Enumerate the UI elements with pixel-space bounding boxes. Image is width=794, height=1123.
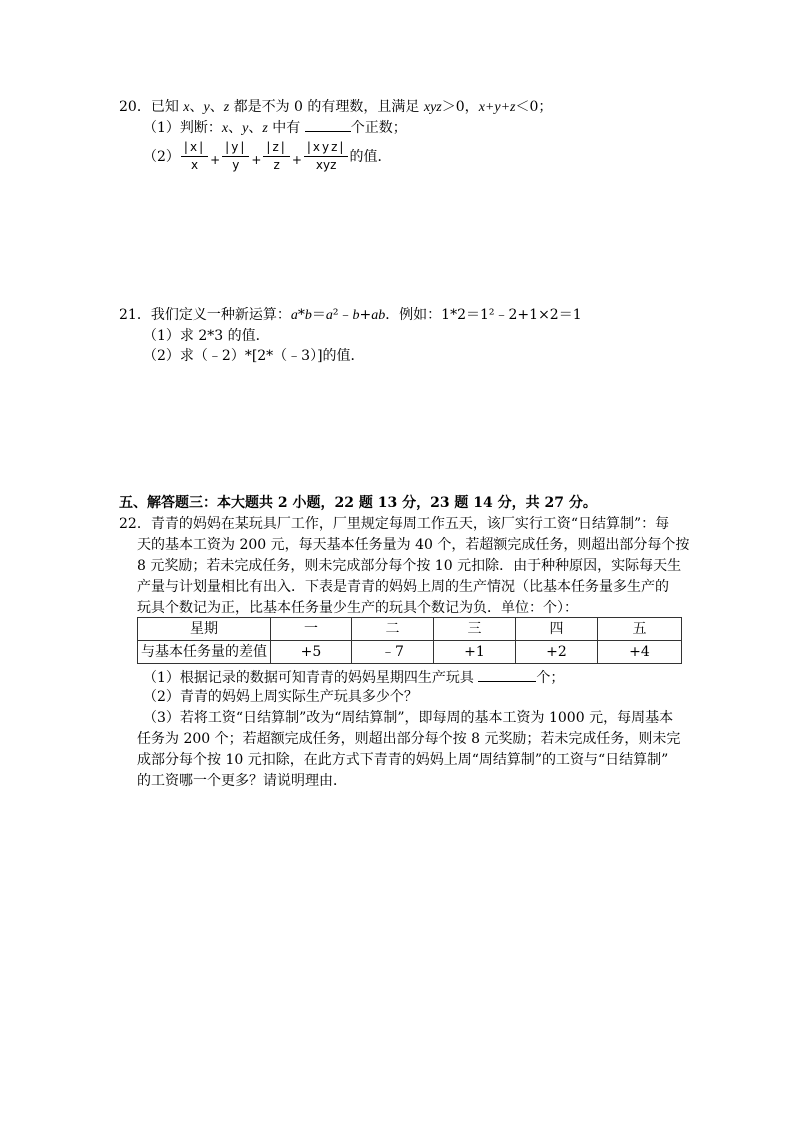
q20-stem-text: 20．已知 bbox=[119, 99, 184, 115]
q22-part3-line bbox=[137, 771, 347, 791]
q22-stem-line bbox=[137, 535, 689, 555]
table-header-cell: 四 bbox=[516, 618, 598, 641]
expression-x-plus-y-plus-z: x+y+z bbox=[478, 100, 516, 115]
table-header-cell: 一 bbox=[271, 618, 352, 641]
q22-part3-line bbox=[137, 729, 680, 749]
fraction-denominator: z bbox=[263, 156, 289, 174]
q22-stem-line bbox=[137, 577, 669, 597]
q20-part2-label: （2） bbox=[143, 148, 180, 165]
q22-part3-text: 成部分每个按 10 元扣除，在此方式下青青的妈妈上周“周结算制”的工资与“日结算制” bbox=[137, 752, 669, 768]
q22-part3-line bbox=[137, 750, 668, 770]
q22-part1-text: 个； bbox=[536, 670, 565, 686]
variable-z: z bbox=[262, 121, 268, 136]
fraction-abs-xyz-over-xyz bbox=[304, 139, 349, 174]
variable-b: b bbox=[304, 308, 312, 323]
fraction-numerator: |x| bbox=[183, 140, 206, 154]
table-header-cell: 三 bbox=[434, 618, 516, 641]
q21-part2 bbox=[143, 346, 365, 366]
q22-stem-text: 玩具个数记为正，比基本任务量少生产的玩具个数记为负．单位：个）： bbox=[137, 600, 578, 616]
q21-part1-text: （1）求 2*3 的值． bbox=[143, 328, 270, 344]
variable-a: a bbox=[290, 308, 298, 323]
table-cell: +4 bbox=[598, 641, 682, 664]
fraction-abs-y-over-y bbox=[222, 139, 249, 174]
production-table bbox=[137, 617, 682, 664]
variable-y: y bbox=[203, 100, 210, 115]
table-row bbox=[138, 641, 682, 664]
q20-stem-text: 、 bbox=[209, 99, 224, 115]
table-header-cell: 二 bbox=[352, 618, 434, 641]
q22-part1 bbox=[143, 667, 564, 688]
variable-x: x bbox=[183, 100, 190, 115]
variable-a: a bbox=[325, 308, 333, 323]
q22-stem-line bbox=[137, 598, 578, 618]
operator-star: * bbox=[297, 307, 305, 323]
expression-ab: ab bbox=[371, 308, 386, 323]
q20-part1 bbox=[143, 117, 407, 139]
section-five-title: 五、解答题三：本大题共 2 小题，22 题 13 分，23 题 14 分，共 27 分。 bbox=[119, 495, 597, 511]
q22-stem-text: 产量与计划量相比有出入．下表是青青的妈妈上周的生产情况（比基本任务量多生产的 bbox=[137, 579, 669, 595]
q22-stem-line bbox=[119, 514, 669, 534]
q22-stem-text: 22．青青的妈妈在某玩具厂工作，厂里规定每周工作五天，该厂实行工资“日结算制”：每 bbox=[119, 516, 670, 532]
plus-sign: + bbox=[291, 152, 302, 167]
q20-part1-text: （1）判断： bbox=[143, 120, 222, 136]
q22-part3-text: （3）若将工资“日结算制”改为“周结算制”，即每周的基本工资为 1000 元，每周基本 bbox=[143, 710, 674, 726]
section-five-heading bbox=[119, 493, 597, 513]
q22-stem-line bbox=[137, 556, 681, 576]
plus-sign: + bbox=[210, 152, 221, 167]
q20-part2-tail: 的值． bbox=[349, 148, 392, 165]
q20-part2 bbox=[143, 139, 391, 174]
q22-part3-text: 任务为 200 个；若超额完成任务，则超出部分每个按 8 元奖励；若未完成任务，则未完 bbox=[137, 731, 681, 747]
table-cell: ﹣7 bbox=[352, 641, 434, 664]
q20-part1-text: 、 bbox=[228, 120, 243, 136]
q21-stem bbox=[119, 305, 582, 326]
q21-stem-text: ²﹣ bbox=[332, 307, 353, 323]
q22-stem-text: 天的基本工资为 200 元，每天基本任务量为 40 个，若超额完成任务，则超出部分每个按 bbox=[137, 537, 690, 553]
plus-sign: + bbox=[251, 152, 262, 167]
table-header-row bbox=[138, 618, 682, 641]
q22-part3-line bbox=[143, 708, 673, 728]
q22-part3-text: 的工资哪一个更多？请说明理由． bbox=[137, 773, 347, 789]
table-row-label: 与基本任务量的差值 bbox=[138, 641, 271, 664]
q21-part2-text: （2）求（﹣2）*[2*（﹣3）]的值． bbox=[143, 348, 365, 364]
equals-sign: ＝ bbox=[311, 307, 326, 323]
q22-stem-text: 8 元奖励；若未完成任务，则未完成部分每个按 10 元扣除．由于种种原因，实际每天生 bbox=[137, 558, 682, 574]
q21-stem-text: 21．我们定义一种新运算： bbox=[119, 307, 291, 323]
q22-part2 bbox=[143, 687, 418, 707]
q20-part1-text: 、 bbox=[248, 120, 263, 136]
q21-stem-example: ．例如：1*2＝1²﹣2+1×2＝1 bbox=[385, 307, 582, 323]
variable-z: z bbox=[223, 100, 230, 115]
fraction-denominator: y bbox=[222, 156, 249, 174]
q20-stem-text: ＞0， bbox=[441, 99, 479, 115]
table-cell: +5 bbox=[271, 641, 352, 664]
q20-part1-text: 中有 bbox=[267, 120, 305, 136]
plus-sign: + bbox=[359, 307, 372, 323]
fraction-abs-z-over-z bbox=[263, 139, 289, 174]
fraction-numerator: |xyz| bbox=[306, 140, 346, 154]
expression-xyz: xyz bbox=[423, 100, 442, 115]
variable-b: b bbox=[352, 308, 360, 323]
fraction-denominator: x bbox=[181, 156, 208, 174]
table-cell: +1 bbox=[434, 641, 516, 664]
q22-part1-text: （1）根据记录的数据可知青青的妈妈星期四生产玩具 bbox=[143, 670, 479, 686]
q20-stem-text: ＜0； bbox=[515, 99, 553, 115]
q22-part2-text: （2）青青的妈妈上周实际生产玩具多少个？ bbox=[143, 689, 418, 705]
table-header-cell: 星期 bbox=[138, 618, 271, 641]
table-cell: +2 bbox=[516, 641, 598, 664]
fraction-numerator: |z| bbox=[266, 140, 287, 154]
fraction-abs-x-over-x bbox=[181, 139, 208, 174]
variable-x: x bbox=[221, 121, 229, 136]
answer-blank bbox=[478, 667, 536, 682]
q21-part1 bbox=[143, 326, 270, 346]
q20-stem bbox=[119, 97, 552, 118]
q20-stem-text: 都是不为 0 的有理数，且满足 bbox=[229, 99, 424, 115]
answer-blank bbox=[305, 117, 351, 132]
fraction-denominator: xyz bbox=[304, 156, 349, 174]
variable-y: y bbox=[242, 121, 249, 136]
q20-part1-text: 个正数； bbox=[350, 120, 407, 136]
fraction-numerator: |y| bbox=[225, 140, 247, 154]
q20-stem-text: 、 bbox=[189, 99, 204, 115]
table-header-cell: 五 bbox=[598, 618, 682, 641]
